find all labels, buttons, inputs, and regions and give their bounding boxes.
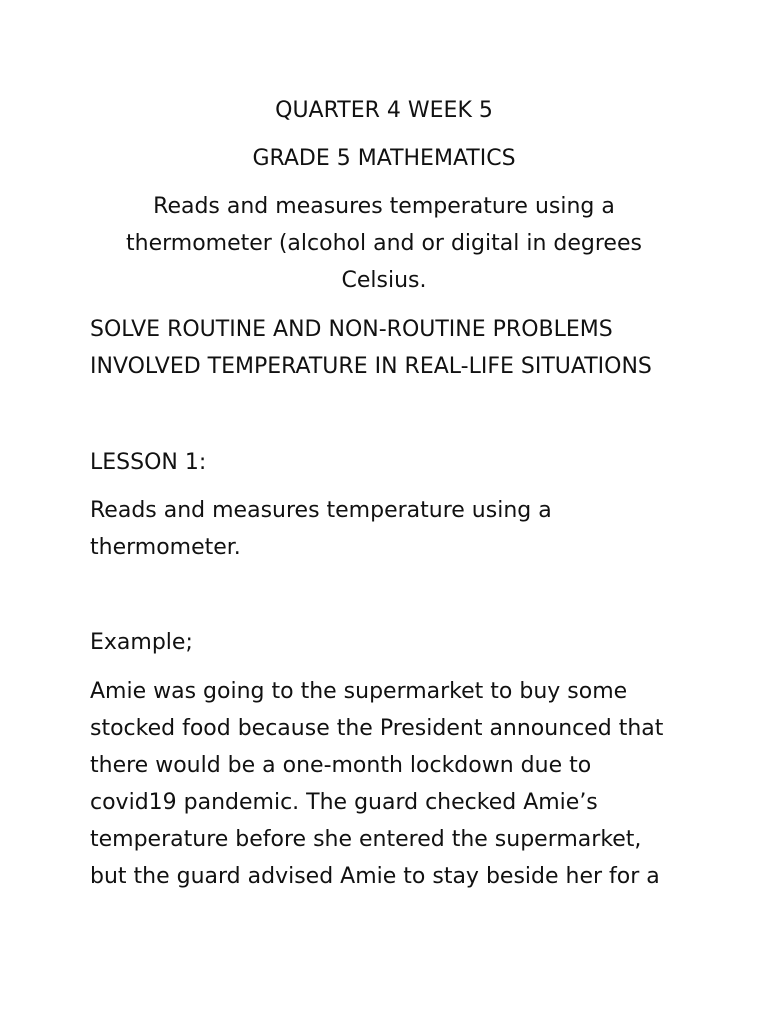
objective-line: thermometer (alcohol and or digital in degrees <box>126 231 642 256</box>
lesson-title-line: Reads and measures temperature using a <box>90 498 552 523</box>
solve-line: INVOLVED TEMPERATURE IN REAL-LIFE SITUATIONS <box>90 354 652 379</box>
objective-line: Celsius. <box>341 268 427 293</box>
grade-subject-text: GRADE 5 MATHEMATICS <box>252 146 516 171</box>
example-line: there would be a one-month lockdown due to <box>90 753 592 778</box>
example-line: covid19 pandemic. The guard checked Amie’s <box>90 790 598 815</box>
quarter-week-text: QUARTER 4 WEEK 5 <box>275 98 493 123</box>
objective-line: Reads and measures temperature using a <box>153 194 615 219</box>
example-label <box>90 624 690 661</box>
learning-objective <box>100 188 668 299</box>
lesson-label <box>90 444 690 481</box>
grade-subject-heading <box>100 140 668 177</box>
example-line: temperature before she entered the supermarket, <box>90 827 642 852</box>
example-line: stocked food because the President announced that <box>90 716 664 741</box>
lesson-label-text: LESSON 1: <box>90 450 207 475</box>
example-line: Amie was going to the supermarket to buy some <box>90 679 628 704</box>
example-paragraph <box>90 673 690 895</box>
example-label-text: Example; <box>90 630 193 655</box>
solve-line: SOLVE ROUTINE AND NON-ROUTINE PROBLEMS <box>90 317 613 342</box>
example-line: but the guard advised Amie to stay beside her for a <box>90 864 660 889</box>
solve-problems-heading <box>90 311 690 385</box>
lesson-title-line: thermometer. <box>90 535 241 560</box>
quarter-week-heading <box>100 92 668 129</box>
lesson-title <box>90 492 690 566</box>
